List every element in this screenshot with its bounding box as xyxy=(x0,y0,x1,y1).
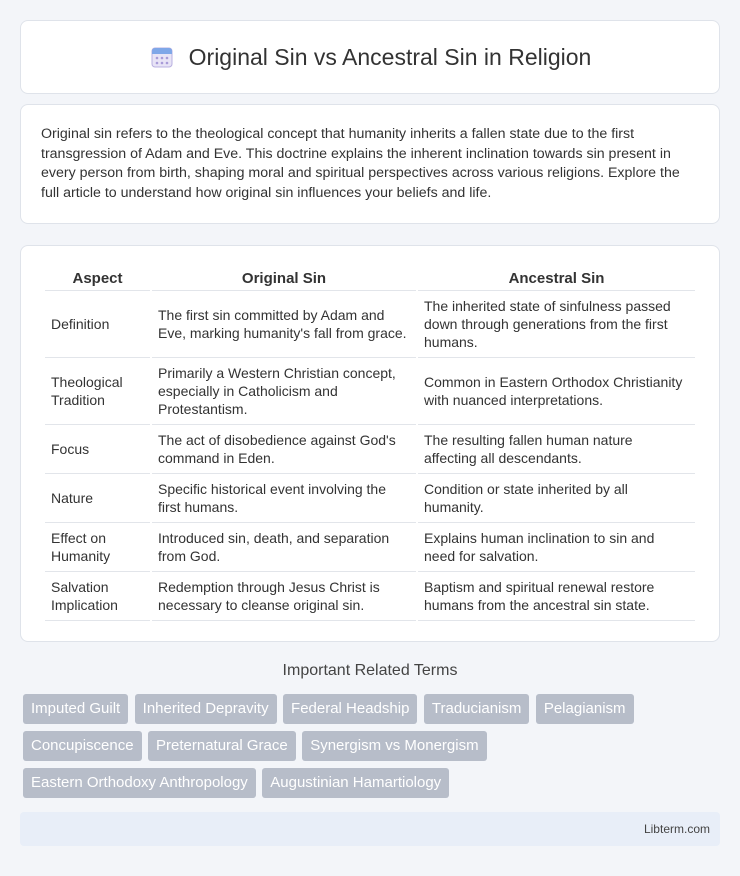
header-card xyxy=(20,20,720,94)
cell-original: The first sin committed by Adam and Eve, marking humanity's fall from grace. xyxy=(152,291,416,358)
footer-site-link[interactable]: Libterm.com xyxy=(643,822,710,836)
cell-ancestral: Baptism and spiritual renewal restore humans from the ancestral sin state. xyxy=(418,572,695,621)
cell-original: Redemption through Jesus Christ is necessary to cleanse original sin. xyxy=(152,572,416,621)
tag-traducianism[interactable]: Traducianism xyxy=(424,694,529,724)
comparison-table xyxy=(43,266,697,621)
cell-aspect: Theological Tradition xyxy=(45,358,150,425)
cell-original: The act of disobedience against God's command in Eden. xyxy=(152,425,416,474)
cell-aspect: Definition xyxy=(45,291,150,358)
cell-ancestral: The resulting fallen human nature affecting all descendants. xyxy=(418,425,695,474)
tag-augustinian-hamartiology[interactable]: Augustinian Hamartiology xyxy=(262,768,449,798)
cell-aspect: Nature xyxy=(45,474,150,523)
cell-aspect: Salvation Implication xyxy=(45,572,150,621)
table-row xyxy=(45,523,695,572)
cell-original: Specific historical event involving the first humans. xyxy=(152,474,416,523)
tag-eastern-orthodoxy-anthropology[interactable]: Eastern Orthodoxy Anthropology xyxy=(23,768,256,798)
page-title: Original Sin vs Ancestral Sin in Religion xyxy=(188,43,592,70)
header-original-sin: Original Sin xyxy=(152,266,416,291)
cell-aspect: Focus xyxy=(45,425,150,474)
table-row xyxy=(45,474,695,523)
cell-ancestral: Common in Eastern Orthodox Christianity with nuanced interpretations. xyxy=(418,358,695,425)
cell-ancestral: Condition or state inherited by all humanity. xyxy=(418,474,695,523)
related-terms-title: Important Related Terms xyxy=(282,662,458,679)
tag-federal-headship[interactable]: Federal Headship xyxy=(283,694,417,724)
tag-concupiscence[interactable]: Concupiscence xyxy=(23,731,142,761)
calendar-icon xyxy=(149,44,175,70)
header-aspect: Aspect xyxy=(45,266,150,291)
tag-inherited-depravity[interactable]: Inherited Depravity xyxy=(135,694,277,724)
intro-card xyxy=(20,104,720,224)
cell-ancestral: Explains human inclination to sin and need for salvation. xyxy=(418,523,695,572)
cell-aspect: Effect on Humanity xyxy=(45,523,150,572)
tag-preternatural-grace[interactable]: Preternatural Grace xyxy=(148,731,296,761)
tag-pelagianism[interactable]: Pelagianism xyxy=(536,694,634,724)
cell-ancestral: The inherited state of sinfulness passed down through generations from the first humans. xyxy=(418,291,695,358)
header-ancestral-sin: Ancestral Sin xyxy=(418,266,695,291)
footer xyxy=(20,812,720,846)
tag-imputed-guilt[interactable]: Imputed Guilt xyxy=(23,694,128,724)
table-row xyxy=(45,572,695,621)
table-row xyxy=(45,425,695,474)
related-terms-list xyxy=(23,694,723,805)
table-row xyxy=(45,291,695,358)
tag-synergism-vs-monergism[interactable]: Synergism vs Monergism xyxy=(302,731,486,761)
table-row xyxy=(45,358,695,425)
intro-text: Original sin refers to the theological concept that humanity inherits a fallen state due to the first transgression of Adam and Eve. This doctrine explains the inherent inclination towards sin present in every person from birth, shaping moral and spiritual perspectives across various religions. Explore the full article to understand how original sin influences your beliefs and life. xyxy=(41,126,680,201)
cell-original: Primarily a Western Christian concept, especially in Catholicism and Protestantism. xyxy=(152,358,416,425)
cell-original: Introduced sin, death, and separation from God. xyxy=(152,523,416,572)
table-header-row xyxy=(45,266,695,291)
comparison-card xyxy=(20,245,720,642)
